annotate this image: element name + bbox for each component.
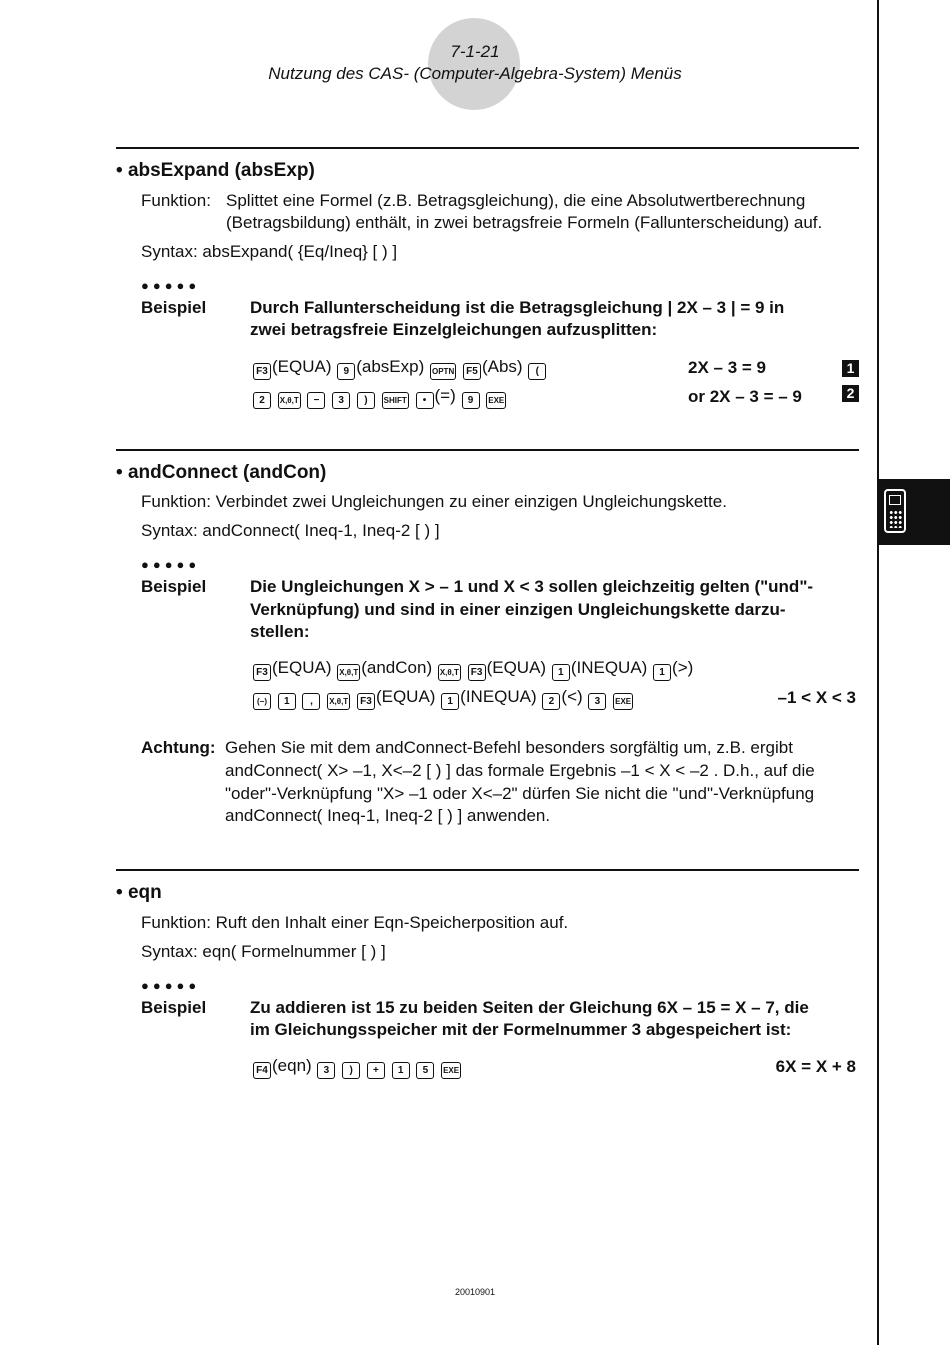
section-title: • eqn xyxy=(116,882,162,903)
key-1: 1 xyxy=(441,693,459,710)
key-exe: EXE xyxy=(613,693,633,710)
result-badge: 2 xyxy=(842,385,859,402)
section-divider xyxy=(116,869,859,871)
result: –1 < X < 3 xyxy=(777,688,856,707)
function-text: (Betragsbildung) enthält, in zwei betragsfreie Formeln (Fallunterscheidung) auf. xyxy=(226,213,823,232)
key-sequence: F4 (eqn) 3 ) + 1 5 EXE xyxy=(252,1056,462,1079)
key-xthetat: X,θ,T xyxy=(438,664,461,681)
key-3: 3 xyxy=(317,1062,335,1079)
key-1: 1 xyxy=(552,664,570,681)
key-exe: EXE xyxy=(441,1062,461,1079)
key-xthetat: X,θ,T xyxy=(278,392,301,409)
example-text: zwei betragsfreie Einzelgleichungen aufzusplitten: xyxy=(250,320,658,339)
key-f3: F3 xyxy=(468,664,486,681)
calculator-icon xyxy=(884,489,906,533)
note-text: "oder"-Verknüpfung "X> –1 oder X<–2" dürfen Sie nicht die "und"-Verknüpfung xyxy=(225,784,815,803)
key-f3: F3 xyxy=(253,664,271,681)
key-1: 1 xyxy=(392,1062,410,1079)
key-shift: SHIFT xyxy=(382,392,409,409)
key-close-paren: ) xyxy=(357,392,375,409)
right-margin-rule xyxy=(877,0,879,1345)
example-text: Die Ungleichungen X > – 1 und X < 3 sollen gleichzeitig gelten ("und"- xyxy=(250,577,814,596)
result: or 2X – 3 = – 9 xyxy=(688,387,802,406)
page-title: Nutzung des CAS- (Computer-Algebra-System) Menüs xyxy=(268,64,682,83)
key-5: 5 xyxy=(416,1062,434,1079)
example-label: Beispiel xyxy=(141,298,207,317)
section-divider xyxy=(116,147,859,149)
key-1: 1 xyxy=(653,664,671,681)
key-f4: F4 xyxy=(253,1062,271,1079)
footer-code: 20010901 xyxy=(454,1287,496,1297)
key-sequence: (−) 1 , X,θ,T F3 (EQUA) 1 (INEQUA) 2 (<) 3 EXE xyxy=(252,687,634,710)
key-3: 3 xyxy=(332,392,350,409)
function-text: Splittet eine Formel (z.B. Betragsgleichung), die eine Absolutwertberechnung xyxy=(226,191,806,210)
example-text: Durch Fallunterscheidung ist die Betragsgleichung | 2X – 3 | = 9 in xyxy=(250,298,785,317)
key-minus: − xyxy=(307,392,325,409)
syntax-text: Syntax: eqn( Formelnummer [ ) ] xyxy=(141,942,386,961)
key-2: 2 xyxy=(542,693,560,710)
key-sequence: F3 (EQUA) X,θ,T (andCon) X,θ,T F3 (EQUA) 1 (INEQUA) 1 (>) xyxy=(252,658,693,681)
function-text: Funktion: Verbindet zwei Ungleichungen zu einer einzigen Ungleichungskette. xyxy=(141,492,727,511)
key-3: 3 xyxy=(588,693,606,710)
key-plus: + xyxy=(367,1062,385,1079)
key-close-paren: ) xyxy=(342,1062,360,1079)
page-number: 7-1-21 xyxy=(450,42,500,61)
example-dots: ●●●●● xyxy=(141,978,201,993)
key-dot: • xyxy=(416,392,434,409)
key-f3: F3 xyxy=(253,363,271,380)
example-text: stellen: xyxy=(250,622,310,641)
note-text: andConnect( X> –1, X<–2 [ ) ] das formale Ergebnis –1 < X < –2 . D.h., auf die xyxy=(225,761,815,780)
key-negative: (−) xyxy=(253,693,271,710)
syntax-text: Syntax: andConnect( Ineq-1, Ineq-2 [ ) ] xyxy=(141,521,440,540)
key-f5: F5 xyxy=(463,363,481,380)
note-text: Gehen Sie mit dem andConnect-Befehl besonders sorgfältig um, z.B. ergibt xyxy=(225,738,793,757)
example-label: Beispiel xyxy=(141,998,207,1017)
key-xthetat: X,θ,T xyxy=(337,664,360,681)
function-text: Funktion: Ruft den Inhalt einer Eqn-Speicherposition auf. xyxy=(141,913,569,932)
key-xthetat: X,θ,T xyxy=(327,693,350,710)
note-text: andConnect( Ineq-1, Ineq-2 [ ) ] anwenden. xyxy=(225,806,551,825)
key-comma: , xyxy=(302,693,320,710)
key-optn: OPTN xyxy=(430,363,456,380)
section-title: • andConnect (andCon) xyxy=(116,462,327,483)
section-divider xyxy=(116,449,859,451)
key-sequence: F3 (EQUA) 9 (absExp) OPTN F5 (Abs) ( xyxy=(252,357,547,380)
example-text: Verknüpfung) und sind in einer einzigen Ungleichungskette darzu- xyxy=(250,600,786,619)
key-9: 9 xyxy=(337,363,355,380)
function-label: Funktion: xyxy=(141,191,211,210)
key-exe: EXE xyxy=(486,392,506,409)
syntax-text: Syntax: absExpand( {Eq/Ineq} [ ) ] xyxy=(141,242,398,261)
result: 6X = X + 8 xyxy=(775,1057,856,1076)
example-text: im Gleichungsspeicher mit der Formelnummer 3 abgespeichert ist: xyxy=(250,1020,792,1039)
key-f3: F3 xyxy=(357,693,375,710)
example-dots: ●●●●● xyxy=(141,278,201,293)
key-1: 1 xyxy=(278,693,296,710)
key-sequence: 2 X,θ,T − 3 ) SHIFT • (=) 9 EXE xyxy=(252,386,507,409)
example-dots: ●●●●● xyxy=(141,557,201,572)
key-9: 9 xyxy=(462,392,480,409)
result: 2X – 3 = 9 xyxy=(688,358,766,377)
key-2: 2 xyxy=(253,392,271,409)
key-open-paren: ( xyxy=(528,363,546,380)
example-text: Zu addieren ist 15 zu beiden Seiten der Gleichung 6X – 15 = X – 7, die xyxy=(250,998,809,1017)
example-label: Beispiel xyxy=(141,577,207,596)
note-label: Achtung: xyxy=(141,738,216,757)
section-title: • absExpand (absExp) xyxy=(116,160,315,181)
result-badge: 1 xyxy=(842,360,859,377)
